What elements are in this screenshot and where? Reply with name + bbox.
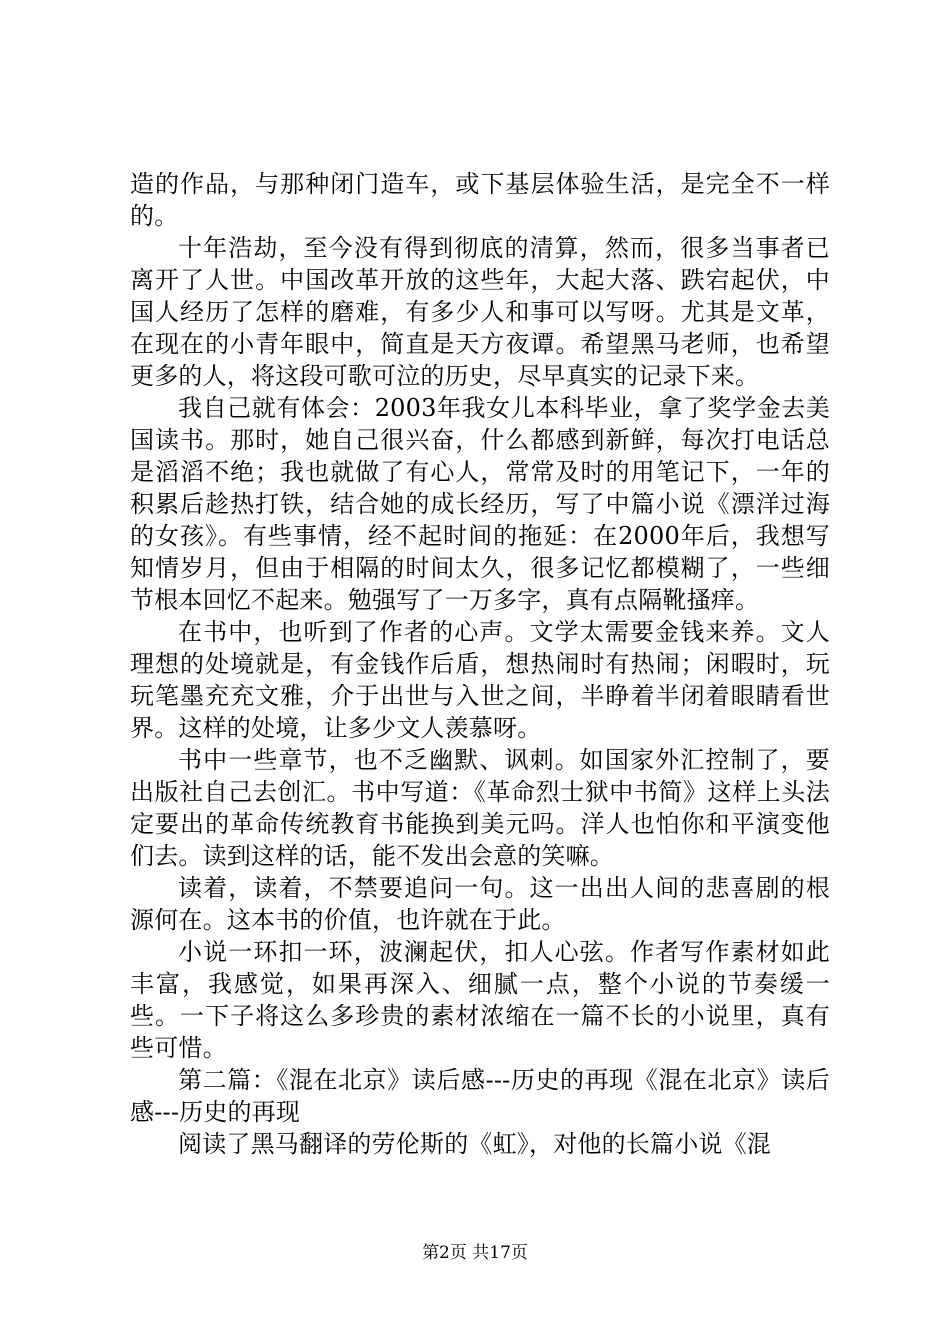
- paragraph-6: 读着，读着，不禁要追问一句。这一出出人间的悲喜剧的根源何在。这本书的价值，也许就在于此。: [130, 874, 830, 934]
- document-body: [130, 168, 830, 1160]
- page-footer: [0, 1242, 950, 1264]
- paragraph-4: 在书中，也听到了作者的心声。文学太需要金钱来养。文人理想的处境就是，有金钱作后盾，想热闹时有热闹；闲暇时，玩玩笔墨充充文雅，介于出世与入世之间，半睁着半闭着眼睛看世界。这样的处境，让多少文人羡慕呀。: [130, 618, 830, 742]
- paragraph-5: 书中一些章节，也不乏幽默、讽刺。如国家外汇控制了，要出版社自己去创汇。书中写道：《革命烈士狱中书简》这样上头法定要出的革命传统教育书能换到美元吗。洋人也怕你和平演变他们去。读到这样的话，能不发出会意的笑嘛。: [130, 746, 830, 870]
- paragraph-7: 小说一环扣一环，波澜起伏，扣人心弦。作者写作素材如此丰富，我感觉，如果再深入、细腻一点，整个小说的节奏缓一些。一下子将这么多珍贵的素材浓缩在一篇不长的小说里，真有些可惜。: [130, 938, 830, 1062]
- section-heading: 第二篇：《混在北京》读后感---历史的再现《混在北京》读后感---历史的再现: [130, 1066, 830, 1126]
- page-number: 第2页 共17页: [422, 1243, 528, 1263]
- paragraph-8: 阅读了黑马翻译的劳伦斯的《虹》，对他的长篇小说《混: [178, 1130, 771, 1158]
- paragraph-3: 我自己就有体会：2003年我女儿本科毕业，拿了奖学金去美国读书。那时，她自己很兴奋，什么都感到新鲜，每次打电话总是滔滔不绝；我也就做了有心人，常常及时的用笔记下，一年的积累后趁热打铁，结合她的成长经历，写了中篇小说《漂洋过海的女孩》。有些事情，经不起时间的拖延：在2000年后，我想写知情岁月，但由于相隔的时间太久，很多记忆都模糊了，一些细节根本回忆不起来。勉强写了一万多字，真有点隔靴搔痒。: [130, 394, 830, 614]
- paragraph-2: 十年浩劫，至今没有得到彻底的清算，然而，很多当事者已离开了人世。中国改革开放的这些年，大起大落、跌宕起伏，中国人经历了怎样的磨难，有多少人和事可以写呀。尤其是文革，在现在的小青年眼中，简直是天方夜谭。希望黑马老师，也希望更多的人，将这段可歌可泣的历史，尽早真实的记录下来。: [130, 234, 830, 390]
- paragraph-1: 造的作品，与那种闭门造车，或下基层体验生活，是完全不一样的。: [130, 170, 830, 230]
